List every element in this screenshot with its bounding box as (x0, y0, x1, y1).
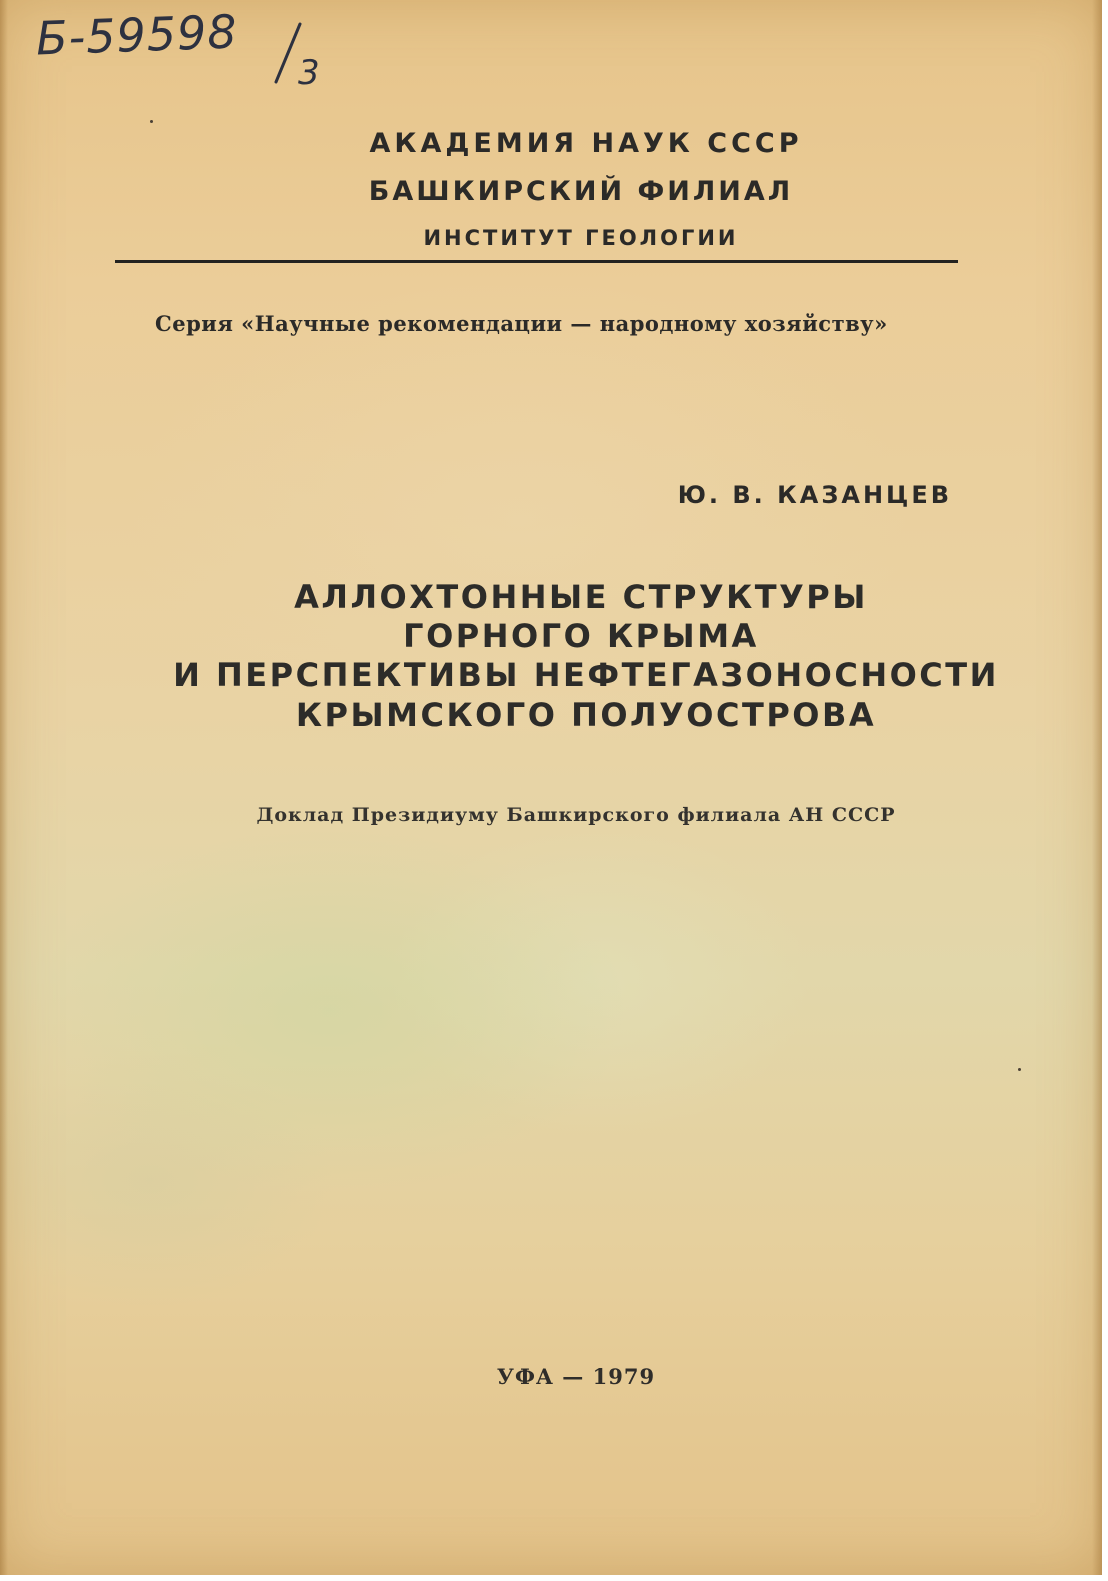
ink-speck (1018, 1068, 1021, 1071)
academy-heading: АКАДЕМИЯ НАУК СССР (369, 128, 803, 159)
title-line: АЛЛОХТОННЫЕ СТРУКТУРЫ (294, 578, 868, 616)
title-line: ГОРНОГО КРЫМА (403, 617, 759, 655)
ink-speck (150, 120, 153, 123)
title-line: И ПЕРСПЕКТИВЫ НЕФТЕГАЗОНОСНОСТИ (173, 656, 999, 694)
shelfmark-fraction (262, 20, 332, 90)
series-line: Серия «Научные рекомендации — народному хозяйству» (155, 311, 888, 336)
branch-heading: БАШКИРСКИЙ ФИЛИАЛ (368, 176, 794, 207)
author-name: Ю. В. КАЗАНЦЕВ (677, 481, 952, 509)
header-divider (115, 260, 958, 263)
title-line: КРЫМСКОГО ПОЛУОСТРОВА (295, 696, 877, 734)
imprint: УФА — 1979 (496, 1364, 656, 1389)
shelfmark-fraction-digit: 3 (298, 53, 320, 90)
institute-heading: ИНСТИТУТ ГЕОЛОГИИ (423, 226, 739, 250)
handwritten-shelfmark: Б-59598 (35, 4, 239, 66)
report-note: Доклад Президиуму Башкирского филиала АН СССР (256, 804, 896, 826)
